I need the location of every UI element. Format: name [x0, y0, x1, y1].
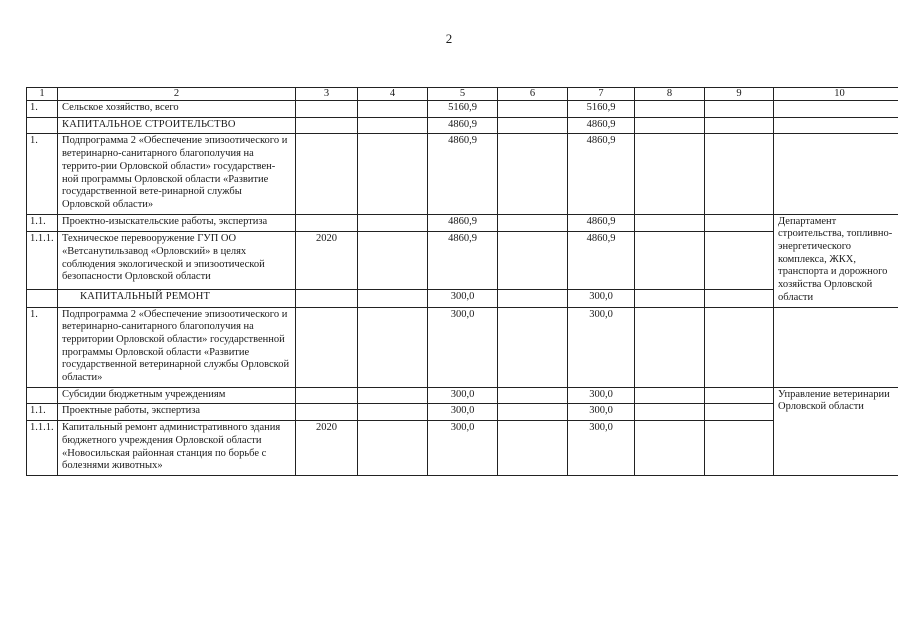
- row-number: 1.: [27, 134, 58, 214]
- section-title: КАПИТАЛЬНЫЙ РЕМОНТ: [58, 289, 296, 307]
- row-col6: [498, 101, 568, 118]
- row-col5: 4860,9: [428, 117, 498, 134]
- row-col4: [358, 117, 428, 134]
- row-col9: [705, 134, 774, 214]
- row-col4: [358, 232, 428, 290]
- header-cell: 8: [635, 88, 705, 101]
- row-col8: [635, 232, 705, 290]
- row-col7: 300,0: [568, 421, 635, 476]
- row-year: [296, 101, 358, 118]
- table-row: [27, 307, 898, 387]
- row-col5: 300,0: [428, 307, 498, 387]
- row-col9: [705, 117, 774, 134]
- executor-construction: Департамент строительства, топливно-энергетического комплекса, ЖКХ, транспорта и дорожного хозяйства Орловской области: [774, 214, 898, 307]
- row-col7: 4860,9: [568, 117, 635, 134]
- row-col7: 4860,9: [568, 134, 635, 214]
- row-col4: [358, 289, 428, 307]
- table-row: [27, 214, 898, 232]
- row-col4: [358, 404, 428, 421]
- table-row: [27, 117, 898, 134]
- row-col7: 300,0: [568, 387, 635, 404]
- row-col6: [498, 404, 568, 421]
- table-row: [27, 134, 898, 214]
- executor-vet: Управление ветеринарии Орловской области: [774, 387, 898, 475]
- row-col8: [635, 421, 705, 476]
- table-row: [27, 232, 898, 290]
- row-col9: [705, 307, 774, 387]
- row-year: 2020: [296, 421, 358, 476]
- row-number: 1.1.1.: [27, 421, 58, 476]
- row-col5: 300,0: [428, 404, 498, 421]
- row-col6: [498, 214, 568, 232]
- row-number: 1.1.: [27, 404, 58, 421]
- table-row: [27, 421, 898, 476]
- table-row: [27, 101, 898, 118]
- row-name: Техническое перевооружение ГУП ОО «Ветсанутильзавод «Орловский» в целях соблюдения экологической и эпизоотической безопасности Орловской области: [58, 232, 296, 290]
- row-col10: [774, 117, 898, 134]
- row-col5: 300,0: [428, 289, 498, 307]
- row-col6: [498, 307, 568, 387]
- row-number: [27, 387, 58, 404]
- row-col9: [705, 214, 774, 232]
- row-year: 2020: [296, 232, 358, 290]
- header-cell: 9: [705, 88, 774, 101]
- header-cell: 7: [568, 88, 635, 101]
- row-col7: 300,0: [568, 289, 635, 307]
- row-col5: 300,0: [428, 421, 498, 476]
- table-row: [27, 289, 898, 307]
- row-col7: 300,0: [568, 307, 635, 387]
- row-col8: [635, 134, 705, 214]
- row-col7: 4860,9: [568, 232, 635, 290]
- header-cell: 1: [27, 88, 58, 101]
- row-number: 1.1.: [27, 214, 58, 232]
- row-year: [296, 117, 358, 134]
- row-col7: 4860,9: [568, 214, 635, 232]
- row-col5: 4860,9: [428, 232, 498, 290]
- row-number: 1.1.1.: [27, 232, 58, 290]
- row-year: [296, 214, 358, 232]
- row-name: Субсидии бюджетным учреждениям: [58, 387, 296, 404]
- row-col8: [635, 404, 705, 421]
- row-number: 1.: [27, 307, 58, 387]
- row-col4: [358, 134, 428, 214]
- row-col6: [498, 289, 568, 307]
- row-col4: [358, 101, 428, 118]
- row-number: 1.: [27, 101, 58, 118]
- row-name: Подпрограмма 2 «Обеспечение эпизоотического и ветеринарно-санитарного благополучия на территории Орловской области» государственной программы Орловской области «Развитие государственной ветеринарной службы Орловской области»: [58, 307, 296, 387]
- header-cell: 3: [296, 88, 358, 101]
- row-name: Сельское хозяйство, всего: [58, 101, 296, 118]
- row-col6: [498, 387, 568, 404]
- row-col7: 5160,9: [568, 101, 635, 118]
- row-year: [296, 134, 358, 214]
- header-row: [27, 88, 898, 101]
- header-cell: 2: [58, 88, 296, 101]
- row-col4: [358, 307, 428, 387]
- row-col6: [498, 421, 568, 476]
- row-number: [27, 117, 58, 134]
- row-col6: [498, 134, 568, 214]
- row-col5: 300,0: [428, 387, 498, 404]
- row-col4: [358, 387, 428, 404]
- row-year: [296, 404, 358, 421]
- row-year: [296, 289, 358, 307]
- row-col8: [635, 214, 705, 232]
- row-col5: 5160,9: [428, 101, 498, 118]
- page-number: 2: [445, 31, 453, 46]
- row-col8: [635, 307, 705, 387]
- row-name: Капитальный ремонт административного здания бюджетного учреждения Орловской области «Новосильская районная станция по борьбе с болезнями животных»: [58, 421, 296, 476]
- row-col9: [705, 289, 774, 307]
- row-col10: [774, 134, 898, 214]
- row-col6: [498, 232, 568, 290]
- row-year: [296, 307, 358, 387]
- row-col5: 4860,9: [428, 134, 498, 214]
- row-col9: [705, 101, 774, 118]
- row-col4: [358, 421, 428, 476]
- row-col9: [705, 421, 774, 476]
- header-cell: 4: [358, 88, 428, 101]
- header-cell: 10: [774, 88, 898, 101]
- header-cell: 5: [428, 88, 498, 101]
- row-col8: [635, 101, 705, 118]
- header-cell: 6: [498, 88, 568, 101]
- row-col9: [705, 232, 774, 290]
- row-col9: [705, 404, 774, 421]
- budget-table: [26, 87, 898, 476]
- row-number: [27, 289, 58, 307]
- row-col7: 300,0: [568, 404, 635, 421]
- row-name: Подпрограмма 2 «Обеспечение эпизоотического и ветеринарно-санитарного благополучия на террито-рии Орловской области» государствен-ной программы Орловской области «Развитие государственной вете-ринарной службы Орловской области»: [58, 134, 296, 214]
- row-col5: 4860,9: [428, 214, 498, 232]
- row-col9: [705, 387, 774, 404]
- table-row: [27, 387, 898, 404]
- row-col10: [774, 307, 898, 387]
- row-col8: [635, 387, 705, 404]
- row-col6: [498, 117, 568, 134]
- row-col8: [635, 117, 705, 134]
- section-title: КАПИТАЛЬНОЕ СТРОИТЕЛЬСТВО: [58, 117, 296, 134]
- row-col8: [635, 289, 705, 307]
- row-col4: [358, 214, 428, 232]
- row-col10: [774, 101, 898, 118]
- table-row: [27, 404, 898, 421]
- row-name: Проектные работы, экспертиза: [58, 404, 296, 421]
- row-name: Проектно-изыскательские работы, экспертиза: [58, 214, 296, 232]
- row-year: [296, 387, 358, 404]
